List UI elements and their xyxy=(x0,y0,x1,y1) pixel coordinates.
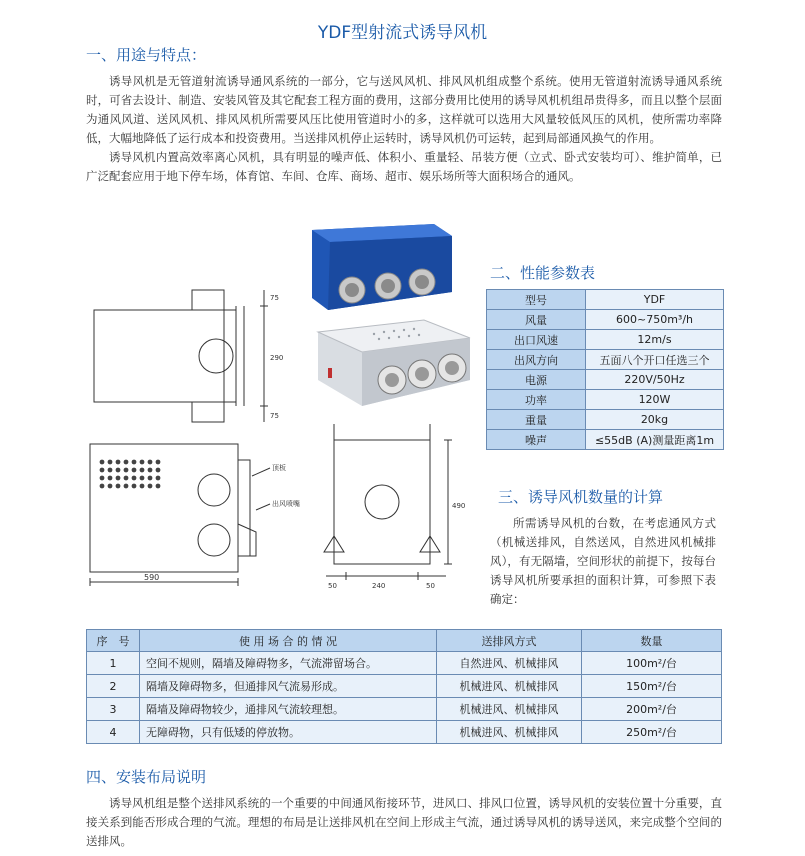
dim-top-1: 75 xyxy=(270,294,279,302)
product-photo-blue xyxy=(306,222,456,314)
label-outlet-nozzle: 出风喷嘴 xyxy=(272,500,300,508)
table-row: 出风方向 五面八个开口任选三个 xyxy=(487,350,724,370)
table-row: 风量 600~750m³/h xyxy=(487,310,724,330)
table-row: 噪声 ≤55dB (A)测量距离1m xyxy=(487,430,724,450)
section3-body xyxy=(490,514,716,609)
section3-paragraph: 所需诱导风机的台数，在考虑通风方式（机械送排风，自然送风，自然进风机械排风），有无隔墙，空间形状的前提下，按每台诱导风机所要承担的面积计算，可参照下表确定： xyxy=(490,516,716,606)
technical-drawing-side-view xyxy=(326,416,466,592)
table-row: 功率 120W xyxy=(487,390,724,410)
table-row: 重量 20kg xyxy=(487,410,724,430)
technical-drawing-front-view xyxy=(84,440,300,590)
technical-drawing-top-view xyxy=(84,286,284,426)
dim-width: 590 xyxy=(144,573,160,582)
table-row: 电源 220V/50Hz xyxy=(487,370,724,390)
dim-side-right: 50 xyxy=(426,582,435,590)
section4-heading: 四、安装布局说明 xyxy=(86,768,207,786)
col-mode: 送排风方式 xyxy=(437,630,582,652)
dim-top-3: 75 xyxy=(270,412,279,420)
section1-body xyxy=(86,72,722,186)
section1-heading: 一、用途与特点： xyxy=(86,46,207,64)
table-row: 2 隔墙及障碍物多，但通排风气流易形成。 机械进风、机械排风 150m²/台 xyxy=(87,675,722,698)
section1-paragraph-1: 诱导风机是无管道射流诱导通风系统的一部分，它与送风风机、排风风机组成整个系统。使用无管道射流诱导通风系统时，可省去设计、制造、安装风管及其它配套工程方面的费用，这部分费用比使用的诱导风机机组昂贵得多，而且以整个层面为通风风道、送风风机、排风风机所需要风压比使用管道时小的多，这样就可以选用大风量较低风压的风机，使所需功率降低，大幅地降低了运行成本和投资费用。当送排风机停止运转时，诱导风机仍可运转，起到局部通风换气的作用。 xyxy=(86,74,722,145)
dim-side-left: 50 xyxy=(328,582,337,590)
table-row: 1 空间不规则，隔墙及障碍物多，气流滞留场合。 自然进风、机械排风 100m²/台 xyxy=(87,652,722,675)
table-row: 型号 YDF xyxy=(487,290,724,310)
col-case: 使 用 场 合 的 情 况 xyxy=(140,630,437,652)
section1-paragraph-2: 诱导风机内置高效率离心风机，具有明显的噪声低、体积小、重量轻、吊装方便（立式、卧式安装均可）、维护简单，已广泛配套应用于地下停车场，体育馆、车间、仓库、商场、超市、娱乐场所等大面积场合的通风。 xyxy=(86,150,722,183)
section4-body xyxy=(86,794,722,851)
dim-side-mid: 240 xyxy=(372,582,386,590)
table-row: 4 无障碍物，只有低矮的停放物。 机械进风、机械排风 250m²/台 xyxy=(87,721,722,744)
product-photo-silver xyxy=(314,318,474,418)
section2-heading: 二、性能参数表 xyxy=(490,264,596,282)
col-qty: 数量 xyxy=(582,630,722,652)
table-header-row xyxy=(87,630,722,652)
dim-top-2: 290 xyxy=(270,354,284,362)
table-row: 3 隔墙及障碍物较少，通排风气流较理想。 机械进风、机械排风 200m²/台 xyxy=(87,698,722,721)
spec-table xyxy=(486,289,724,450)
page-title: YDF型射流式诱导风机 xyxy=(317,23,488,43)
section3-heading: 三、诱导风机数量的计算 xyxy=(498,488,664,506)
table-row: 出口风速 12m/s xyxy=(487,330,724,350)
label-top-plate: 顶板 xyxy=(272,464,286,472)
section4-paragraph: 诱导风机组是整个送排风系统的一个重要的中间通风衔接环节，进风口、排风口位置，诱导风机的安装位置十分重要，直接关系到能否形成合理的气流。理想的布局是让送排风机在空间上形成主气流，通过诱导风机的诱导送风，来完成整个空间的送排风。 xyxy=(86,796,722,848)
dim-height: 490 xyxy=(452,502,466,510)
usage-table xyxy=(86,629,722,744)
col-no: 序 号 xyxy=(87,630,140,652)
